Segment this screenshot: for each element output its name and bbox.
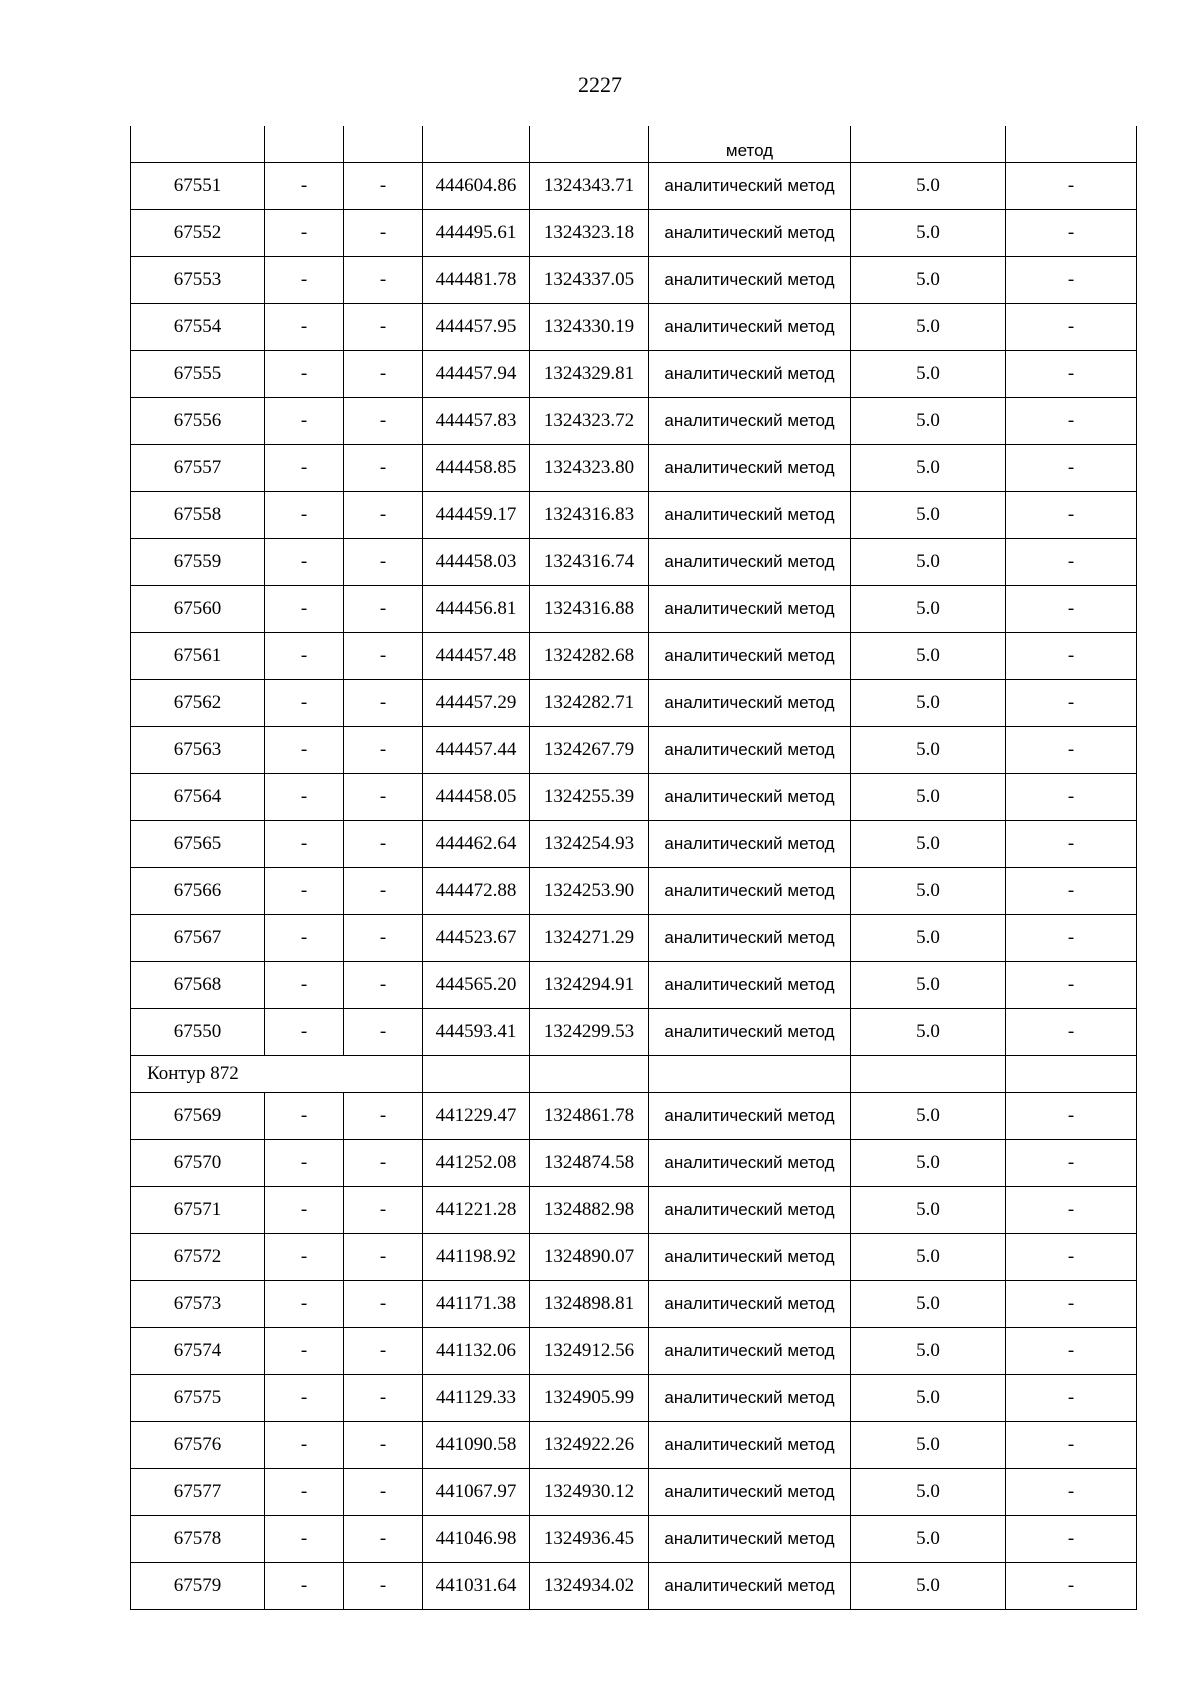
cell-point-id: 67575 bbox=[131, 1375, 265, 1422]
cell-x: 444472.88 bbox=[423, 868, 530, 915]
cell-point-id: 67562 bbox=[131, 680, 265, 727]
cell-note: - bbox=[1006, 257, 1137, 304]
cell-point-id: 67567 bbox=[131, 915, 265, 962]
cell-note: - bbox=[1006, 1140, 1137, 1187]
cell-point-id: 67555 bbox=[131, 351, 265, 398]
table-row bbox=[131, 163, 1137, 210]
cell-dash: - bbox=[265, 680, 344, 727]
cell-x: 441171.38 bbox=[423, 1281, 530, 1328]
cell-x: 444523.67 bbox=[423, 915, 530, 962]
cell-note: - bbox=[1006, 586, 1137, 633]
cell-note: - bbox=[1006, 445, 1137, 492]
cell-accuracy: 5.0 bbox=[851, 1516, 1006, 1563]
cell-note: - bbox=[1006, 774, 1137, 821]
cell-accuracy: 5.0 bbox=[851, 257, 1006, 304]
cell-empty bbox=[423, 126, 530, 163]
cell-point-id: 67552 bbox=[131, 210, 265, 257]
cell-note: - bbox=[1006, 680, 1137, 727]
cell-method: аналитический метод bbox=[649, 445, 851, 492]
cell-dash: - bbox=[265, 210, 344, 257]
cell-x: 444457.95 bbox=[423, 304, 530, 351]
cell-y: 1324890.07 bbox=[530, 1234, 649, 1281]
cell-dash: - bbox=[344, 351, 423, 398]
cell-y: 1324329.81 bbox=[530, 351, 649, 398]
cell-y: 1324861.78 bbox=[530, 1093, 649, 1140]
cell-dash: - bbox=[265, 1281, 344, 1328]
cell-empty bbox=[649, 1056, 851, 1093]
table-row bbox=[131, 1422, 1137, 1469]
cell-point-id: 67550 bbox=[131, 1009, 265, 1056]
cell-method: аналитический метод bbox=[649, 210, 851, 257]
table-row bbox=[131, 1563, 1137, 1610]
cell-dash: - bbox=[344, 1563, 423, 1610]
cell-point-id: 67556 bbox=[131, 398, 265, 445]
cell-x: 444456.81 bbox=[423, 586, 530, 633]
cell-point-id: 67574 bbox=[131, 1328, 265, 1375]
cell-y: 1324323.72 bbox=[530, 398, 649, 445]
cell-note: - bbox=[1006, 492, 1137, 539]
cell-x: 444457.94 bbox=[423, 351, 530, 398]
cell-x: 444459.17 bbox=[423, 492, 530, 539]
cell-dash: - bbox=[344, 727, 423, 774]
cell-dash: - bbox=[265, 821, 344, 868]
table-row bbox=[131, 1093, 1137, 1140]
table-row bbox=[131, 1187, 1137, 1234]
table-row bbox=[131, 727, 1137, 774]
table-row bbox=[131, 868, 1137, 915]
cell-accuracy: 5.0 bbox=[851, 210, 1006, 257]
cell-method: аналитический метод bbox=[649, 774, 851, 821]
cell-note: - bbox=[1006, 539, 1137, 586]
table-row bbox=[131, 915, 1137, 962]
cell-note: - bbox=[1006, 1469, 1137, 1516]
cell-note: - bbox=[1006, 915, 1137, 962]
cell-method: аналитический метод bbox=[649, 1281, 851, 1328]
table-row bbox=[131, 445, 1137, 492]
cell-dash: - bbox=[344, 492, 423, 539]
cell-method: аналитический метод bbox=[649, 680, 851, 727]
cell-note: - bbox=[1006, 1187, 1137, 1234]
cell-dash: - bbox=[344, 774, 423, 821]
cell-dash: - bbox=[344, 915, 423, 962]
cell-dash: - bbox=[265, 1469, 344, 1516]
cell-point-id: 67563 bbox=[131, 727, 265, 774]
cell-y: 1324337.05 bbox=[530, 257, 649, 304]
cell-empty bbox=[851, 126, 1006, 163]
coordinates-table bbox=[130, 126, 1137, 1610]
cell-x: 444458.85 bbox=[423, 445, 530, 492]
cell-dash: - bbox=[344, 586, 423, 633]
cell-method: аналитический метод bbox=[649, 1093, 851, 1140]
cell-dash: - bbox=[265, 1140, 344, 1187]
cell-point-id: 67568 bbox=[131, 962, 265, 1009]
cell-accuracy: 5.0 bbox=[851, 398, 1006, 445]
cell-note: - bbox=[1006, 727, 1137, 774]
cell-dash: - bbox=[265, 398, 344, 445]
cell-empty bbox=[851, 1056, 1006, 1093]
cell-point-id: 67564 bbox=[131, 774, 265, 821]
cell-y: 1324898.81 bbox=[530, 1281, 649, 1328]
cell-point-id: 67576 bbox=[131, 1422, 265, 1469]
cell-x: 444462.64 bbox=[423, 821, 530, 868]
cell-accuracy: 5.0 bbox=[851, 1422, 1006, 1469]
cell-accuracy: 5.0 bbox=[851, 868, 1006, 915]
cell-point-id: 67572 bbox=[131, 1234, 265, 1281]
cell-x: 441132.06 bbox=[423, 1328, 530, 1375]
cell-point-id: 67573 bbox=[131, 1281, 265, 1328]
table-row bbox=[131, 539, 1137, 586]
cell-dash: - bbox=[344, 539, 423, 586]
cell-y: 1324930.12 bbox=[530, 1469, 649, 1516]
table-row bbox=[131, 586, 1137, 633]
cell-method: аналитический метод bbox=[649, 1469, 851, 1516]
cell-point-id: 67560 bbox=[131, 586, 265, 633]
cell-x: 441221.28 bbox=[423, 1187, 530, 1234]
cell-dash: - bbox=[265, 257, 344, 304]
cell-dash: - bbox=[265, 1234, 344, 1281]
cell-y: 1324267.79 bbox=[530, 727, 649, 774]
cell-dash: - bbox=[265, 1328, 344, 1375]
cell-dash: - bbox=[265, 727, 344, 774]
cell-accuracy: 5.0 bbox=[851, 1563, 1006, 1610]
table-row bbox=[131, 1328, 1137, 1375]
cell-accuracy: 5.0 bbox=[851, 962, 1006, 1009]
cell-accuracy: 5.0 bbox=[851, 1234, 1006, 1281]
cell-dash: - bbox=[265, 633, 344, 680]
coordinates-table-wrap bbox=[130, 126, 1136, 1610]
cell-accuracy: 5.0 bbox=[851, 821, 1006, 868]
cell-note: - bbox=[1006, 210, 1137, 257]
cell-empty bbox=[344, 126, 423, 163]
cell-point-id: 67578 bbox=[131, 1516, 265, 1563]
cell-method: аналитический метод bbox=[649, 868, 851, 915]
cell-dash: - bbox=[344, 1328, 423, 1375]
table-row bbox=[131, 962, 1137, 1009]
cell-point-id: 67558 bbox=[131, 492, 265, 539]
cell-empty bbox=[265, 126, 344, 163]
cell-dash: - bbox=[344, 304, 423, 351]
cell-method: аналитический метод bbox=[649, 304, 851, 351]
cell-x: 441067.97 bbox=[423, 1469, 530, 1516]
cell-x: 441198.92 bbox=[423, 1234, 530, 1281]
cell-dash: - bbox=[265, 915, 344, 962]
cell-x: 444458.03 bbox=[423, 539, 530, 586]
cell-accuracy: 5.0 bbox=[851, 1009, 1006, 1056]
cell-y: 1324934.02 bbox=[530, 1563, 649, 1610]
table-row bbox=[131, 680, 1137, 727]
cell-note: - bbox=[1006, 1093, 1137, 1140]
cell-method: аналитический метод bbox=[649, 163, 851, 210]
table-row bbox=[131, 351, 1137, 398]
cell-y: 1324253.90 bbox=[530, 868, 649, 915]
cell-method: аналитический метод bbox=[649, 539, 851, 586]
cell-accuracy: 5.0 bbox=[851, 727, 1006, 774]
cell-empty bbox=[1006, 1056, 1137, 1093]
cell-y: 1324282.71 bbox=[530, 680, 649, 727]
cell-x: 441229.47 bbox=[423, 1093, 530, 1140]
cell-accuracy: 5.0 bbox=[851, 633, 1006, 680]
cell-y: 1324323.80 bbox=[530, 445, 649, 492]
cell-y: 1324316.88 bbox=[530, 586, 649, 633]
cell-y: 1324255.39 bbox=[530, 774, 649, 821]
cell-dash: - bbox=[265, 304, 344, 351]
cell-y: 1324905.99 bbox=[530, 1375, 649, 1422]
cell-method: аналитический метод bbox=[649, 1516, 851, 1563]
cell-dash: - bbox=[344, 1469, 423, 1516]
cell-accuracy: 5.0 bbox=[851, 915, 1006, 962]
cell-accuracy: 5.0 bbox=[851, 680, 1006, 727]
cell-dash: - bbox=[265, 1093, 344, 1140]
cell-accuracy: 5.0 bbox=[851, 586, 1006, 633]
cell-accuracy: 5.0 bbox=[851, 163, 1006, 210]
cell-dash: - bbox=[265, 1009, 344, 1056]
table-row bbox=[131, 1516, 1137, 1563]
table-row bbox=[131, 257, 1137, 304]
cell-note: - bbox=[1006, 398, 1137, 445]
cell-dash: - bbox=[265, 445, 344, 492]
cell-y: 1324316.83 bbox=[530, 492, 649, 539]
cell-dash: - bbox=[265, 1563, 344, 1610]
cell-method: аналитический метод bbox=[649, 1140, 851, 1187]
cell-dash: - bbox=[344, 868, 423, 915]
cell-note: - bbox=[1006, 962, 1137, 1009]
cell-x: 444604.86 bbox=[423, 163, 530, 210]
cell-note: - bbox=[1006, 1009, 1137, 1056]
cell-method: аналитический метод bbox=[649, 915, 851, 962]
cell-x: 444458.05 bbox=[423, 774, 530, 821]
cell-method: аналитический метод bbox=[649, 257, 851, 304]
cell-accuracy: 5.0 bbox=[851, 351, 1006, 398]
table-row bbox=[131, 304, 1137, 351]
cell-method: аналитический метод bbox=[649, 1422, 851, 1469]
cell-y: 1324922.26 bbox=[530, 1422, 649, 1469]
cell-method: аналитический метод bbox=[649, 1234, 851, 1281]
cell-point-id: 67569 bbox=[131, 1093, 265, 1140]
table-row bbox=[131, 398, 1137, 445]
cell-dash: - bbox=[265, 1516, 344, 1563]
cell-point-id: 67561 bbox=[131, 633, 265, 680]
cell-note: - bbox=[1006, 633, 1137, 680]
cell-dash: - bbox=[265, 962, 344, 1009]
cell-method: аналитический метод bbox=[649, 1375, 851, 1422]
cell-accuracy: 5.0 bbox=[851, 1140, 1006, 1187]
cell-note: - bbox=[1006, 1516, 1137, 1563]
continued-row bbox=[131, 126, 1137, 163]
cell-y: 1324936.45 bbox=[530, 1516, 649, 1563]
cell-empty bbox=[530, 1056, 649, 1093]
cell-dash: - bbox=[344, 821, 423, 868]
cell-accuracy: 5.0 bbox=[851, 539, 1006, 586]
table-row bbox=[131, 821, 1137, 868]
cell-accuracy: 5.0 bbox=[851, 1469, 1006, 1516]
cell-y: 1324912.56 bbox=[530, 1328, 649, 1375]
cell-note: - bbox=[1006, 821, 1137, 868]
page-number: 2227 bbox=[578, 72, 622, 97]
cell-dash: - bbox=[344, 210, 423, 257]
cell-dash: - bbox=[265, 1187, 344, 1234]
cell-dash: - bbox=[344, 163, 423, 210]
cell-method: аналитический метод bbox=[649, 1563, 851, 1610]
cell-dash: - bbox=[344, 633, 423, 680]
cell-point-id: 67570 bbox=[131, 1140, 265, 1187]
contour-header-row bbox=[131, 1056, 1137, 1093]
cell-x: 441090.58 bbox=[423, 1422, 530, 1469]
cell-note: - bbox=[1006, 1563, 1137, 1610]
cell-dash: - bbox=[344, 1375, 423, 1422]
cell-note: - bbox=[1006, 351, 1137, 398]
cell-empty bbox=[530, 126, 649, 163]
cell-dash: - bbox=[344, 1187, 423, 1234]
cell-accuracy: 5.0 bbox=[851, 774, 1006, 821]
cell-dash: - bbox=[344, 1234, 423, 1281]
cell-accuracy: 5.0 bbox=[851, 1375, 1006, 1422]
cell-method: аналитический метод bbox=[649, 821, 851, 868]
cell-accuracy: 5.0 bbox=[851, 304, 1006, 351]
cell-dash: - bbox=[265, 1375, 344, 1422]
cell-x: 441252.08 bbox=[423, 1140, 530, 1187]
cell-x: 441031.64 bbox=[423, 1563, 530, 1610]
cell-method: аналитический метод bbox=[649, 1009, 851, 1056]
table-row bbox=[131, 1009, 1137, 1056]
cell-point-id: 67565 bbox=[131, 821, 265, 868]
table-row bbox=[131, 492, 1137, 539]
cell-note: - bbox=[1006, 868, 1137, 915]
cell-dash: - bbox=[265, 1422, 344, 1469]
cell-y: 1324299.53 bbox=[530, 1009, 649, 1056]
cell-point-id: 67566 bbox=[131, 868, 265, 915]
cell-method: аналитический метод bbox=[649, 633, 851, 680]
cell-method: аналитический метод bbox=[649, 492, 851, 539]
cell-accuracy: 5.0 bbox=[851, 445, 1006, 492]
cell-dash: - bbox=[344, 1281, 423, 1328]
table-body bbox=[131, 126, 1137, 1610]
cell-note: - bbox=[1006, 1375, 1137, 1422]
cell-point-id: 67579 bbox=[131, 1563, 265, 1610]
cell-method: аналитический метод bbox=[649, 586, 851, 633]
cell-dash: - bbox=[265, 774, 344, 821]
cell-point-id: 67577 bbox=[131, 1469, 265, 1516]
cell-method-tail: метод bbox=[649, 126, 851, 163]
cell-y: 1324882.98 bbox=[530, 1187, 649, 1234]
cell-note: - bbox=[1006, 1422, 1137, 1469]
cell-method: аналитический метод bbox=[649, 351, 851, 398]
cell-note: - bbox=[1006, 304, 1137, 351]
cell-dash: - bbox=[265, 868, 344, 915]
cell-dash: - bbox=[265, 351, 344, 398]
cell-x: 444457.29 bbox=[423, 680, 530, 727]
cell-y: 1324282.68 bbox=[530, 633, 649, 680]
cell-method: аналитический метод bbox=[649, 1187, 851, 1234]
cell-accuracy: 5.0 bbox=[851, 1281, 1006, 1328]
table-row bbox=[131, 1375, 1137, 1422]
cell-accuracy: 5.0 bbox=[851, 1093, 1006, 1140]
cell-method: аналитический метод bbox=[649, 398, 851, 445]
cell-y: 1324271.29 bbox=[530, 915, 649, 962]
cell-x: 444495.61 bbox=[423, 210, 530, 257]
cell-y: 1324323.18 bbox=[530, 210, 649, 257]
cell-dash: - bbox=[344, 962, 423, 1009]
cell-note: - bbox=[1006, 1328, 1137, 1375]
cell-dash: - bbox=[265, 163, 344, 210]
table-row bbox=[131, 774, 1137, 821]
cell-dash: - bbox=[265, 586, 344, 633]
cell-dash: - bbox=[344, 1422, 423, 1469]
cell-point-id: 67557 bbox=[131, 445, 265, 492]
cell-dash: - bbox=[344, 680, 423, 727]
cell-x: 444481.78 bbox=[423, 257, 530, 304]
contour-label: Контур 872 bbox=[131, 1056, 423, 1093]
cell-point-id: 67571 bbox=[131, 1187, 265, 1234]
cell-y: 1324254.93 bbox=[530, 821, 649, 868]
table-row bbox=[131, 1469, 1137, 1516]
cell-empty bbox=[131, 126, 265, 163]
cell-method: аналитический метод bbox=[649, 1328, 851, 1375]
cell-dash: - bbox=[344, 398, 423, 445]
cell-dash: - bbox=[344, 257, 423, 304]
cell-x: 444457.48 bbox=[423, 633, 530, 680]
cell-note: - bbox=[1006, 1281, 1137, 1328]
cell-empty bbox=[423, 1056, 530, 1093]
table-row bbox=[131, 633, 1137, 680]
cell-dash: - bbox=[344, 1516, 423, 1563]
cell-y: 1324294.91 bbox=[530, 962, 649, 1009]
cell-dash: - bbox=[344, 1093, 423, 1140]
cell-accuracy: 5.0 bbox=[851, 1328, 1006, 1375]
cell-note: - bbox=[1006, 1234, 1137, 1281]
cell-y: 1324330.19 bbox=[530, 304, 649, 351]
table-row bbox=[131, 1234, 1137, 1281]
cell-x: 444565.20 bbox=[423, 962, 530, 1009]
cell-x: 441046.98 bbox=[423, 1516, 530, 1563]
cell-y: 1324316.74 bbox=[530, 539, 649, 586]
cell-accuracy: 5.0 bbox=[851, 1187, 1006, 1234]
cell-point-id: 67553 bbox=[131, 257, 265, 304]
table-row bbox=[131, 210, 1137, 257]
table-row bbox=[131, 1281, 1137, 1328]
table-row bbox=[131, 1140, 1137, 1187]
cell-x: 444457.44 bbox=[423, 727, 530, 774]
cell-x: 441129.33 bbox=[423, 1375, 530, 1422]
cell-method: аналитический метод bbox=[649, 727, 851, 774]
cell-dash: - bbox=[344, 1140, 423, 1187]
cell-empty bbox=[1006, 126, 1137, 163]
cell-dash: - bbox=[344, 445, 423, 492]
cell-dash: - bbox=[265, 492, 344, 539]
cell-y: 1324874.58 bbox=[530, 1140, 649, 1187]
cell-point-id: 67554 bbox=[131, 304, 265, 351]
cell-x: 444457.83 bbox=[423, 398, 530, 445]
cell-dash: - bbox=[344, 1009, 423, 1056]
cell-method: аналитический метод bbox=[649, 962, 851, 1009]
cell-dash: - bbox=[265, 539, 344, 586]
cell-point-id: 67559 bbox=[131, 539, 265, 586]
cell-x: 444593.41 bbox=[423, 1009, 530, 1056]
cell-note: - bbox=[1006, 163, 1137, 210]
cell-accuracy: 5.0 bbox=[851, 492, 1006, 539]
cell-point-id: 67551 bbox=[131, 163, 265, 210]
cell-y: 1324343.71 bbox=[530, 163, 649, 210]
